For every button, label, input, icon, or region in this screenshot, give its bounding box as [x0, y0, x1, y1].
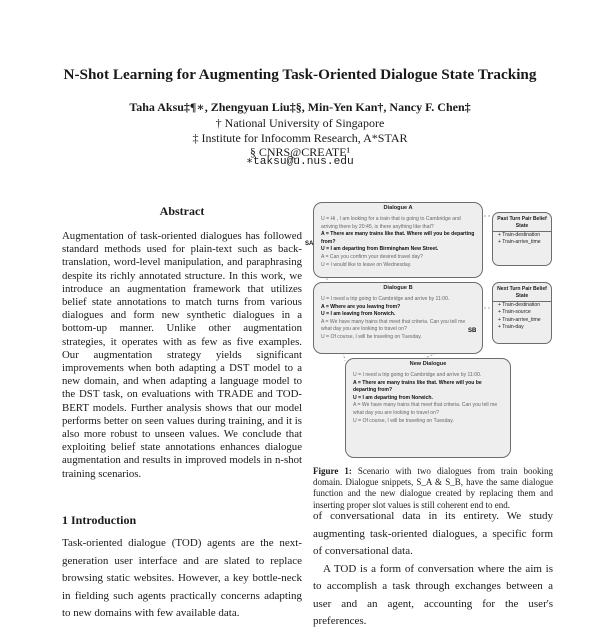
figure-1-caption — [313, 466, 553, 511]
author-email: ∗taksu@u.nus.edu — [246, 156, 354, 168]
section-heading-introduction: 1 Introduction — [62, 513, 137, 527]
next-belief-item: + Train-source — [498, 309, 531, 316]
new-dialogue-line: A = There are many trains like that. Where will you be departing from? — [353, 379, 482, 394]
dialogue-a-line: U = I am departing from Birmingham New Street. — [321, 246, 439, 253]
intro-left-column: Task-oriented dialogue (TOD) agents are the next-generation user interface and are slated to replace browsing static websites. However, a key bottle-neck in fielding such agents practically concerns adapting to new domains with few available data. — [62, 537, 302, 619]
dialogue-a-line: U = I would like to leave on Wednesday. — [321, 261, 412, 268]
next-belief-title: Next Turn Pair Belief State — [497, 286, 547, 299]
new-dialogue-line: U = I am departing from Norwich. — [353, 394, 433, 401]
dialogue-a-box — [313, 202, 483, 278]
paper-title: N-Shot Learning for Augmenting Task-Oriented Dialogue State Tracking — [63, 66, 537, 83]
past-belief-item: + Train-arrive_time — [498, 239, 541, 246]
next-belief-item: + Train-day — [498, 323, 524, 330]
dialogue-a-line: A = There are many trains like that. Where will you be departing from? — [321, 231, 475, 245]
new-dialogue-box — [345, 358, 511, 458]
intro-paragraph-2: A TOD is a form of conversation where the aim is to accomplish a task through exchanges between a user and an agent, accounting for the user's preferences. — [313, 562, 553, 627]
intro-paragraph-1: of conversational data in its entirety. We study augmenting task-oriented dialogues, a specific form of conversational data. — [313, 510, 553, 557]
abstract-text: Augmentation of task-oriented dialogues has followed standard methods used for plain-text such as back-translation, word-level manipulation, and paraphrasing despite its richly annotated structure. In this work, we introduce an augmentation framework that utilizes belief state annotations to match turns from various dialogues and form new synthetic dialogues in a bottom-up manner. Unlike other augmentation strategies, it operates with as few as five examples. Our augmentation strategy yields significant improvements when both adapting a DST model to a new domain, and when adapting a language model to the DST task, on evaluations with TRADE and TOD-BERT models. Further analysis shows that our model performs better on seen values during training, and it is also more robust to unseen values. We conclude that exploiting belief state annotations enhances dialogue augmentation and results in improved models in n-shot training scenarios. — [62, 230, 302, 480]
abstract-heading: Abstract — [159, 204, 205, 218]
dialogue-b-line: A = We have many trains that meet that criteria. Can you tell me what day you are looking to travel on? — [321, 318, 466, 333]
snippet-b-marker: SB — [468, 328, 477, 334]
snippet-a-marker: SA — [305, 241, 314, 247]
dialogue-b-line: U = I need a trip going to Cambridge and arrive by 11:00. — [321, 296, 450, 302]
caption-text: Scenario with two dialogues from train booking domain. Dialogue snippets, S_A & S_B, have the same dialogue function and the new dialogue created by replacing them and inserting proper slot values is still coherent end to end. — [313, 466, 554, 510]
affiliation-3: § CNRS@CREATE¹ — [249, 145, 351, 159]
caption-label: Figure 1: — [313, 466, 352, 476]
past-belief-item: + Train-destination — [498, 232, 541, 239]
new-dialogue-line: U = Of course, I will be traveling on Tuesday. — [353, 417, 454, 424]
author-list: Taha Aksu‡¶∗, Zhengyuan Liu‡§, Min-Yen Kan†, Nancy F. Chen‡ — [129, 100, 471, 114]
intro-right-column — [313, 508, 553, 631]
figure-1 — [305, 198, 560, 460]
dialogue-b-title: Dialogue B — [383, 285, 413, 291]
past-belief-title: Past Turn Pair Belief State — [497, 216, 547, 229]
next-belief-item: + Train-arrive_time — [498, 316, 541, 323]
past-belief-state-box — [492, 212, 552, 266]
dialogue-b-line: U = Of course, I will be traveling on Tuesday. — [321, 333, 422, 340]
affiliation-1: † National University of Singapore — [215, 116, 385, 130]
dialogue-a-line: A = Can you confirm your desired travel day? — [321, 253, 423, 260]
dialogue-a-line: U = Hi , I am looking for a train that is going to Cambridge and arriving there by 20:45, is there anything like that? — [321, 216, 461, 230]
next-belief-state-box — [492, 282, 552, 344]
next-belief-item: + Train-destination — [498, 302, 541, 309]
new-dialogue-line: U = I need a trip going to Cambridge and arrive by 11:00. — [353, 372, 482, 378]
affiliation-2: ‡ Institute for Infocomm Research, A*STAR — [192, 131, 408, 145]
new-dialogue-title: New Dialogue — [409, 361, 447, 367]
dialogue-b-box — [313, 282, 483, 354]
dialogue-b-line: U = I am leaving from Norwich. — [321, 311, 396, 318]
dialogue-b-line: A = Where are you leaving from? — [321, 303, 401, 310]
new-dialogue-line: A = We have many trains that meet that criteria. Can you tell me what day you are looking to travel on? — [353, 402, 498, 416]
dialogue-a-title: Dialogue A — [383, 205, 413, 211]
